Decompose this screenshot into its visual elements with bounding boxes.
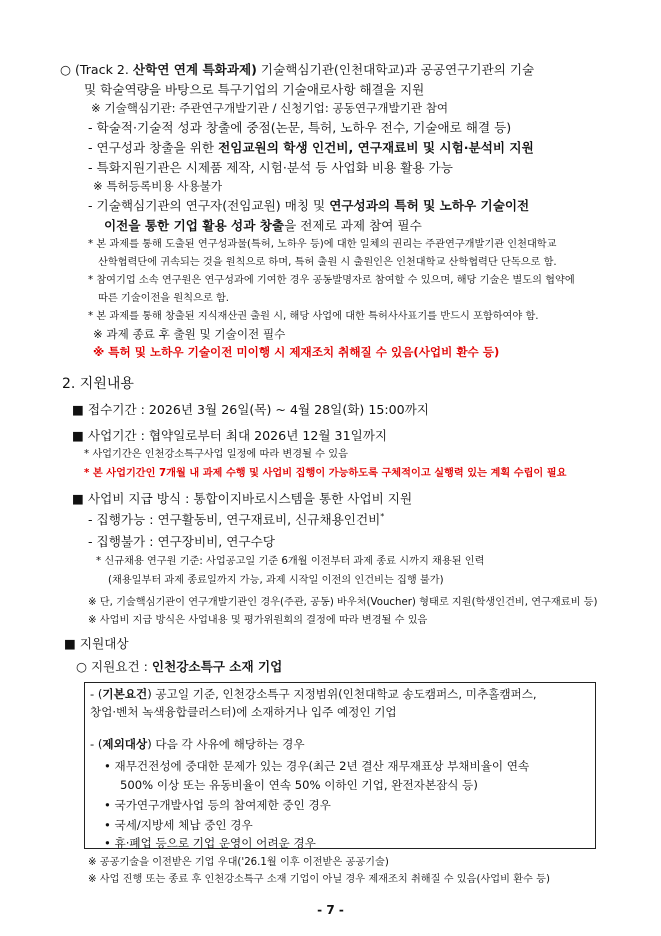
exclusion-item-3: • 국세/지방세 체납 중인 경우 <box>104 818 253 832</box>
track2-warning: ※ 특허 및 노하우 기술이전 미이행 시 제재조치 취해질 수 있음(사업비 환수 등) <box>93 345 500 359</box>
section-title: 2. 지원내용 <box>62 376 134 392</box>
track2-note-3: ※ 과제 종료 후 출원 및 기술이전 필수 <box>93 327 286 341</box>
track2-footnote-3: * 본 과제를 통해 창출된 지식재산권 출원 시, 해당 사업에 대한 특허사사표기를 반드시 포함하여야 함. <box>88 311 539 322</box>
business-period-note: * 사업기간은 인천강소특구사업 일정에 따라 변경될 수 있음 <box>84 449 348 460</box>
payment-method: ■ 사업비 지급 방식 : 통합이지바로시스템을 통한 사업비 지원 <box>72 491 413 506</box>
voucher-note: ※ 단, 기술핵심기관이 연구개발기관인 경우(주관, 공동) 바우처(Voucher) 형태로 지원(학생인건비, 연구재료비 등) <box>88 597 598 608</box>
track2-note: ※ 기술핵심기관: 주관연구개발기관 / 신청기업: 공동연구개발기관 참여 <box>91 101 449 115</box>
exclusion-heading: - (제외대상) 다음 각 사유에 해당하는 경우 <box>90 737 305 751</box>
track2-footnote-1: * 본 과제를 통해 도출된 연구성과물(특허, 노하우 등)에 대한 일체의 권리는 주관연구개발기관 인천대학교 <box>88 239 557 250</box>
new-hire-note-2: (채용일부터 과제 종료일까지 가능, 과제 시작일 이전의 인건비는 집행 불가) <box>108 575 444 586</box>
apply-period: ■ 접수기간 : 2026년 3월 26일(목) ~ 4월 28일(화) 15:00까지 <box>72 402 429 417</box>
footer-note-2: ※ 사업 진행 또는 종료 후 인천강소특구 소재 기업이 아닐 경우 제재조치 취해질 수 있음(사업비 환수 등) <box>88 874 550 885</box>
track2-footnote-2: * 참여기업 소속 연구원은 연구성과에 기여한 경우 공동발명자로 참여할 수 있으며, 해당 기술은 별도의 협약에 <box>88 275 575 286</box>
track2-footnote-2b: 따른 기술이전을 원칙으로 함. <box>98 293 230 304</box>
exclusion-item-1: • 재무건전성에 중대한 문제가 있는 경우(최근 2년 결산 재무재표상 부채비율이 연속 <box>104 759 530 773</box>
exec-not-allowed: - 집행불가 : 연구장비비, 연구수당 <box>88 534 275 549</box>
exclusion-item-2: • 국가연구개발사업 등의 참여제한 중인 경우 <box>104 798 331 812</box>
basic-requirement-cont: 창업·벤처 녹색융합클러스터)에 소재하거나 입주 예정인 기업 <box>90 705 397 719</box>
track2-bullet-4-cont: 이전을 통한 기업 활용 성과 창출을 전제로 과제 참여 필수 <box>104 218 422 233</box>
exclusion-item-4: • 휴·폐업 등으로 기업 운영이 어려운 경우 <box>104 836 316 850</box>
payment-change-note: ※ 사업비 지급 방식은 사업내용 및 평가위원회의 결정에 따라 변경될 수 있음 <box>88 615 428 626</box>
new-hire-note: * 신규채용 연구원 기준: 사업공고일 기준 6개월 이전부터 과제 종료 시까지 채용된 인력 <box>96 556 485 567</box>
page-number: - 7 - <box>317 903 344 917</box>
basic-requirement: - (기본요건) 공고일 기준, 인천강소특구 지정범위(인천대학교 송도캠퍼스, 미추홀캠퍼스, <box>90 687 537 701</box>
track2-footnote-1b: 산학협력단에 귀속되는 것을 원칙으로 하며, 특허 출원 시 출원인은 인천대학교 산학협력단 단독으로 함. <box>98 257 557 268</box>
business-period: ■ 사업기간 : 협약일로부터 최대 2026년 12월 31일까지 <box>72 428 388 443</box>
business-period-warning: * 본 사업기간인 7개월 내 과제 수행 및 사업비 집행이 가능하도록 구체적이고 실행력 있는 계획 수립이 필요 <box>84 468 567 479</box>
track2-bullet-2: - 연구성과 창출을 위한 전임교원의 학생 인건비, 연구재료비 및 시험·분석비 지원 <box>88 140 534 155</box>
track2-bullet-3: - 특화지원기관은 시제품 제작, 시험·분석 등 사업화 비용 활용 가능 <box>88 160 453 175</box>
exclusion-item-1-cont: 500% 이상 또는 유동비율이 연속 50% 이하인 기업, 완전자본잠식 등) <box>120 778 478 792</box>
track2-note-2: ※ 특허등록비용 사용불가 <box>93 179 223 193</box>
track2-bullet-4: - 기술핵심기관의 연구자(전임교원) 매칭 및 연구성과의 특허 및 노하우 기술이전 <box>88 198 530 213</box>
support-requirement: ○ 지원요건 : 인천강소특구 소재 기업 <box>76 659 283 674</box>
track2-heading: ○ (Track 2. 산학연 연계 특화과제) 기술핵심기관(인천대학교)과 공공연구기관의 기술 <box>60 62 535 77</box>
support-target-title: ■ 지원대상 <box>64 636 129 651</box>
footer-note-1: ※ 공공기술을 이전받은 기업 우대('26.1월 이후 이전받은 공공기술) <box>88 857 389 868</box>
exec-allowed: - 집행가능 : 연구활동비, 연구재료비, 신규채용인건비* <box>88 512 385 528</box>
track2-bullet-1: - 학술적·기술적 성과 창출에 중점(논문, 특허, 노하우 전수, 기술애로 해결 등) <box>88 120 512 135</box>
track2-desc: 및 학술역량을 바탕으로 특구기업의 기술애로사항 해결을 지원 <box>84 82 425 97</box>
